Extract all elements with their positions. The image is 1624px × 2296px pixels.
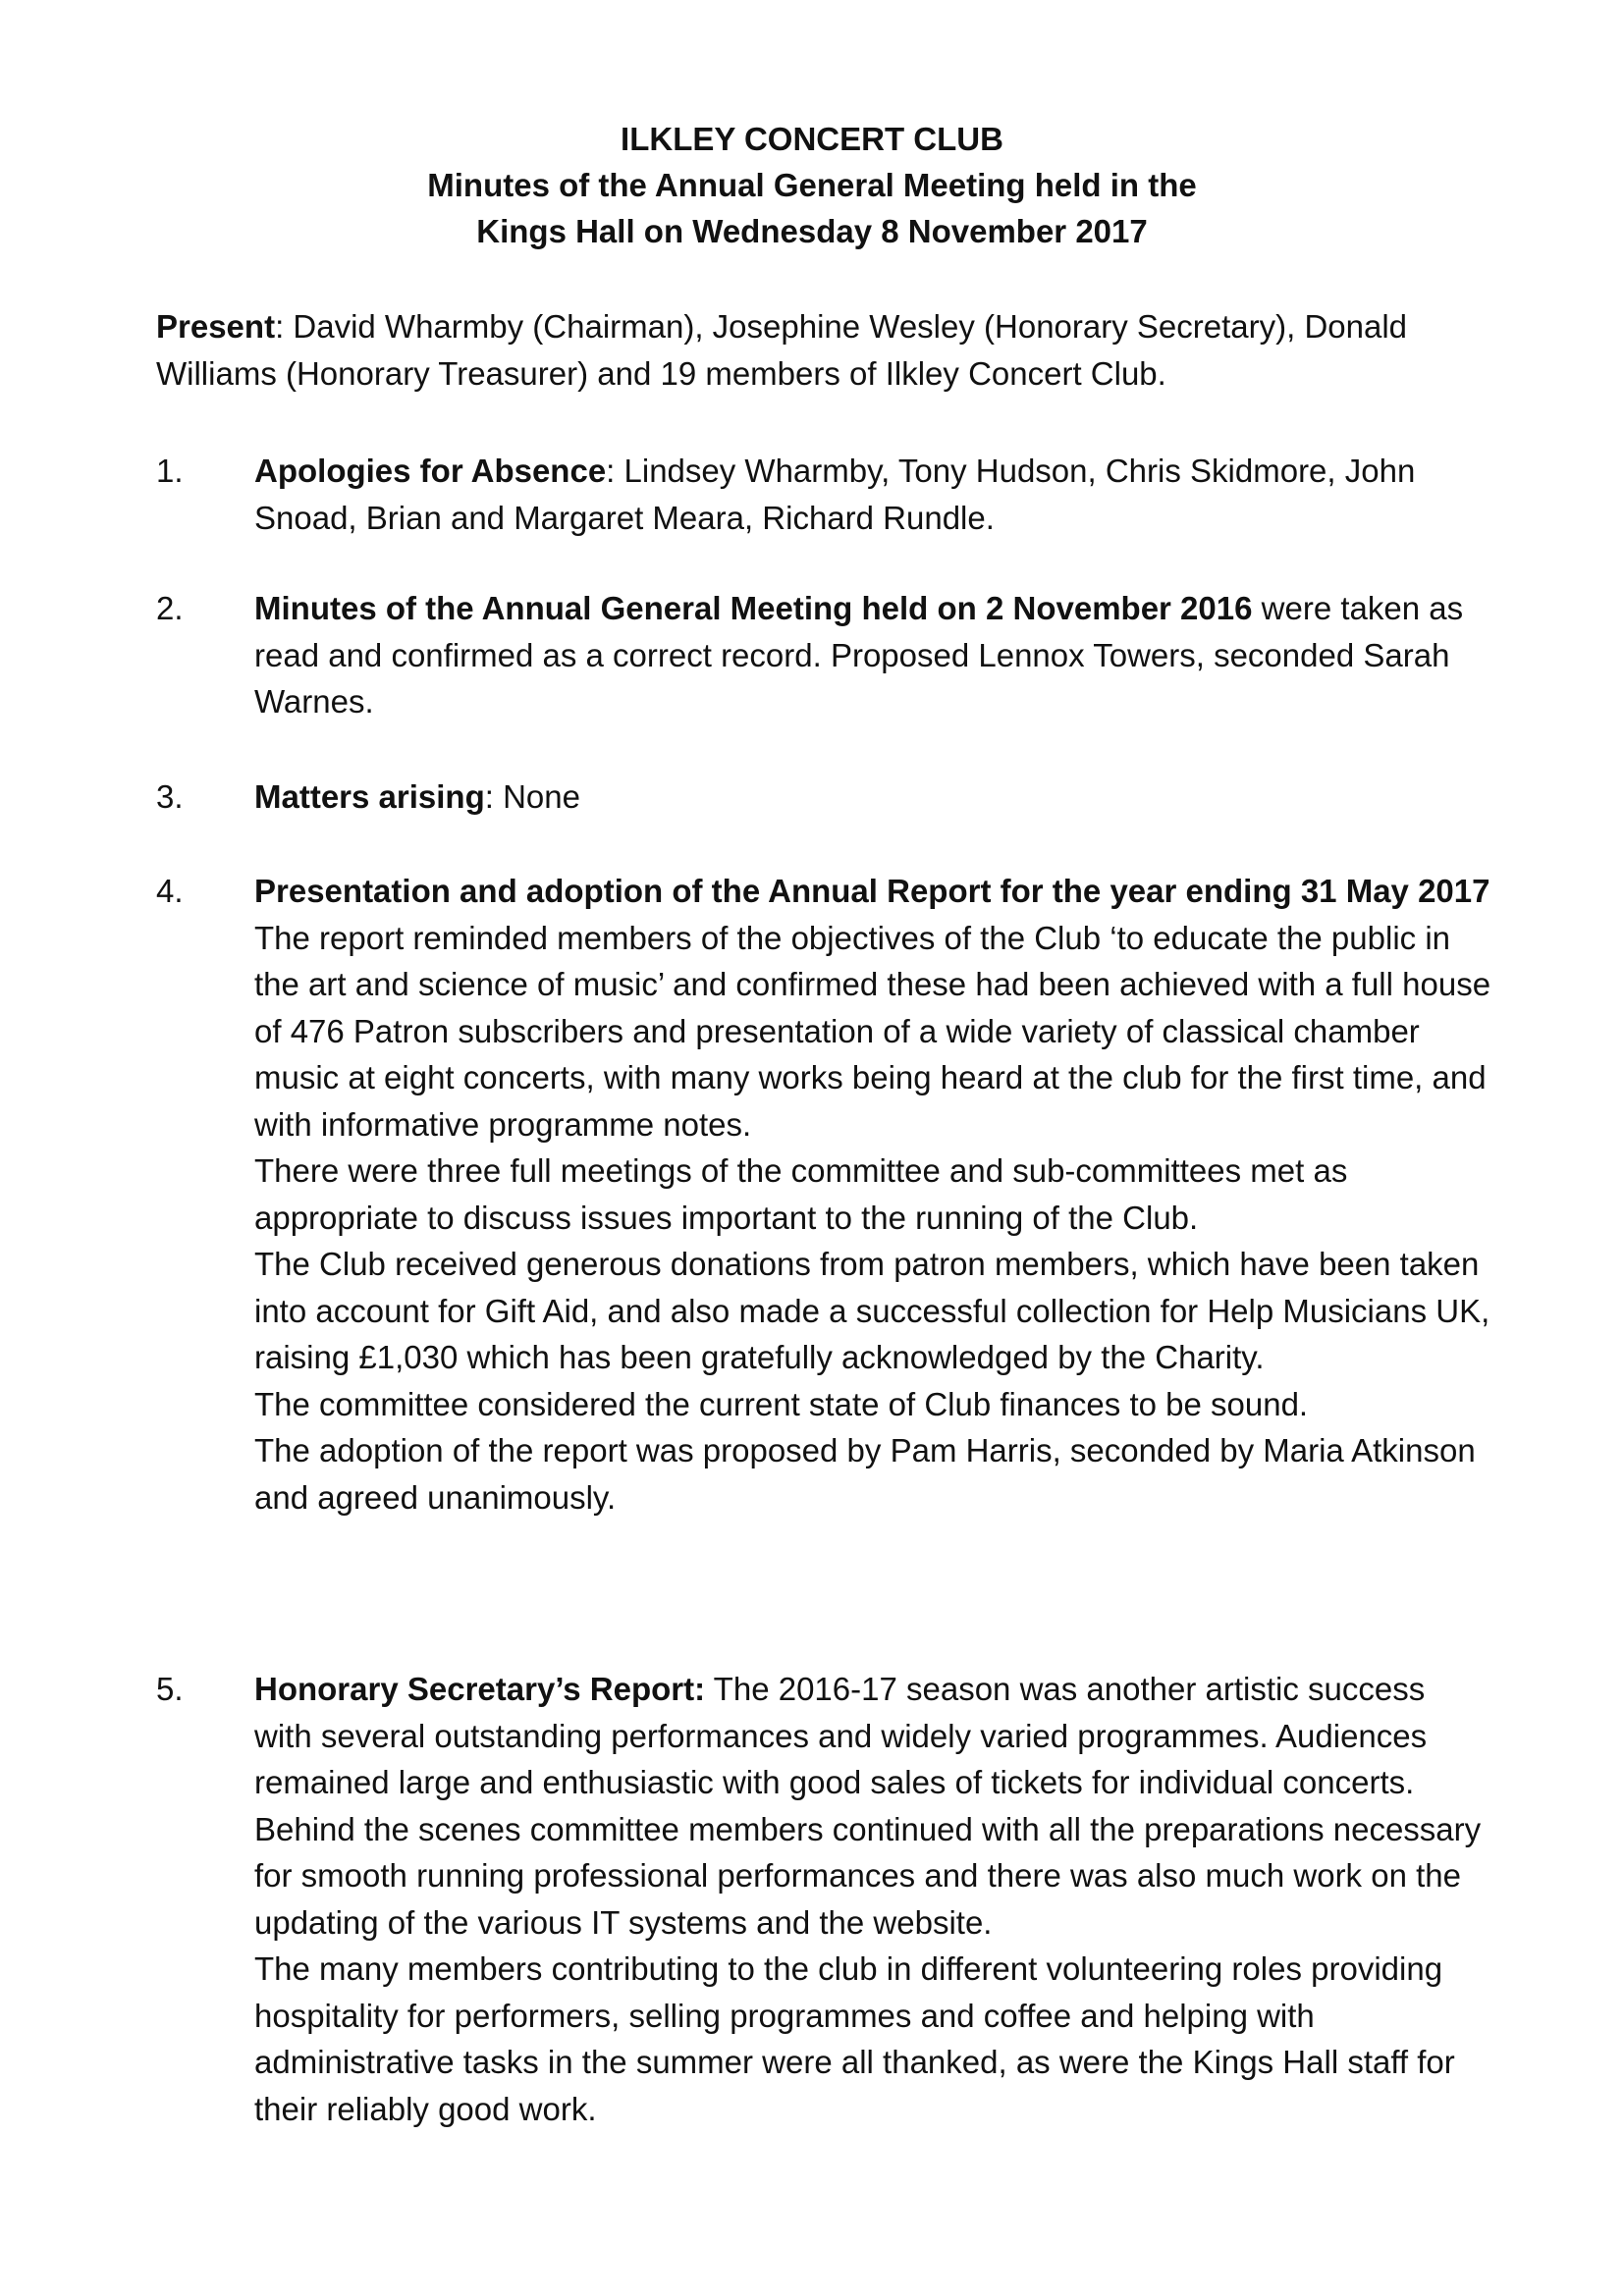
- item-body: [254, 774, 1491, 821]
- item-heading: Honorary Secretary’s Report:: [254, 1671, 706, 1707]
- item-paragraph: Behind the scenes committee members continued with all the preparations necessary for smooth running professional performances and there was also much work on the updating of the various IT systems and the website.: [254, 1810, 1482, 1941]
- item-number: 4.: [156, 873, 184, 909]
- item-paragraph: The many members contributing to the club in different volunteering roles providing hospitality for performers, selling programmes and coffee and helping with administrative tasks in the summer were all thanked, as were the Kings Hall staff for their reliably good work.: [254, 1950, 1455, 2127]
- item-body: [254, 585, 1491, 725]
- meeting-date-heading: Kings Hall on Wednesday 8 November 2017: [476, 213, 1148, 249]
- item-heading: Presentation and adoption of the Annual Report for the year ending 31 May 2017: [254, 873, 1490, 909]
- present-label: Present: [156, 308, 276, 345]
- club-name-heading: ILKLEY CONCERT CLUB: [621, 121, 1003, 157]
- item-number: 5.: [156, 1671, 184, 1707]
- item-paragraph: The adoption of the report was proposed by Pam Harris, seconded by Maria Atkinson and agreed unanimously.: [254, 1432, 1476, 1516]
- item-paragraph: Matters arising: None: [254, 778, 580, 815]
- item-heading: Apologies for Absence: [254, 453, 607, 489]
- item-body: [254, 868, 1491, 1521]
- item-paragraph: Apologies for Absence: Lindsey Wharmby, Tony Hudson, Chris Skidmore, John Snoad, Brian and Margaret Meara, Richard Rundle.: [254, 453, 1416, 536]
- item-body: [254, 448, 1491, 541]
- item-paragraph: Minutes of the Annual General Meeting held on 2 November 2016 were taken as read and confirmed as a correct record. Proposed Lennox Towers, seconded Sarah Warnes.: [254, 590, 1464, 720]
- attendance-paragraph: [156, 303, 1491, 397]
- item-number: 3.: [156, 778, 184, 815]
- present-text: : David Wharmby (Chairman), Josephine Wesley (Honorary Secretary), Donald Williams (Honorary Treasurer) and 19 members of Ilkley Concert Club.: [156, 308, 1408, 392]
- item-heading: Matters arising: [254, 778, 485, 815]
- item-paragraph: Honorary Secretary’s Report: The 2016-17 season was another artistic success with several outstanding performances and widely varied programmes. Audiences remained large and enthusiastic with good sales of tickets for individual concerts.: [254, 1671, 1428, 1800]
- item-paragraph: The Club received generous donations from patron members, which have been taken into account for Gift Aid, and also made a successful collection for Help Musicians UK, raising £1,030 which has been gratefully acknowledged by the Charity.: [254, 1246, 1490, 1375]
- document-title: [0, 116, 1624, 254]
- minutes-heading: Minutes of the Annual General Meeting held in the: [427, 167, 1197, 203]
- item-paragraph: Presentation and adoption of the Annual Report for the year ending 31 May 2017 The report reminded members of the objectives of the Club ‘to educate the public in the art and science of music’ and confirmed these had been achieved with a full house of 476 Patron subscribers and presentation of a wide variety of classical chamber music at eight concerts, with many works being heard at the club for the first time, and with informative programme notes.: [254, 873, 1491, 1143]
- item-heading: Minutes of the Annual General Meeting held on 2 November 2016: [254, 590, 1253, 626]
- item-paragraph: The committee considered the current state of Club finances to be sound.: [254, 1385, 1309, 1422]
- item-number: 1.: [156, 453, 184, 489]
- item-paragraph: There were three full meetings of the committee and sub-committees met as appropriate to discuss issues important to the running of the Club.: [254, 1152, 1348, 1236]
- item-number: 2.: [156, 590, 184, 626]
- item-body: [254, 1666, 1491, 2132]
